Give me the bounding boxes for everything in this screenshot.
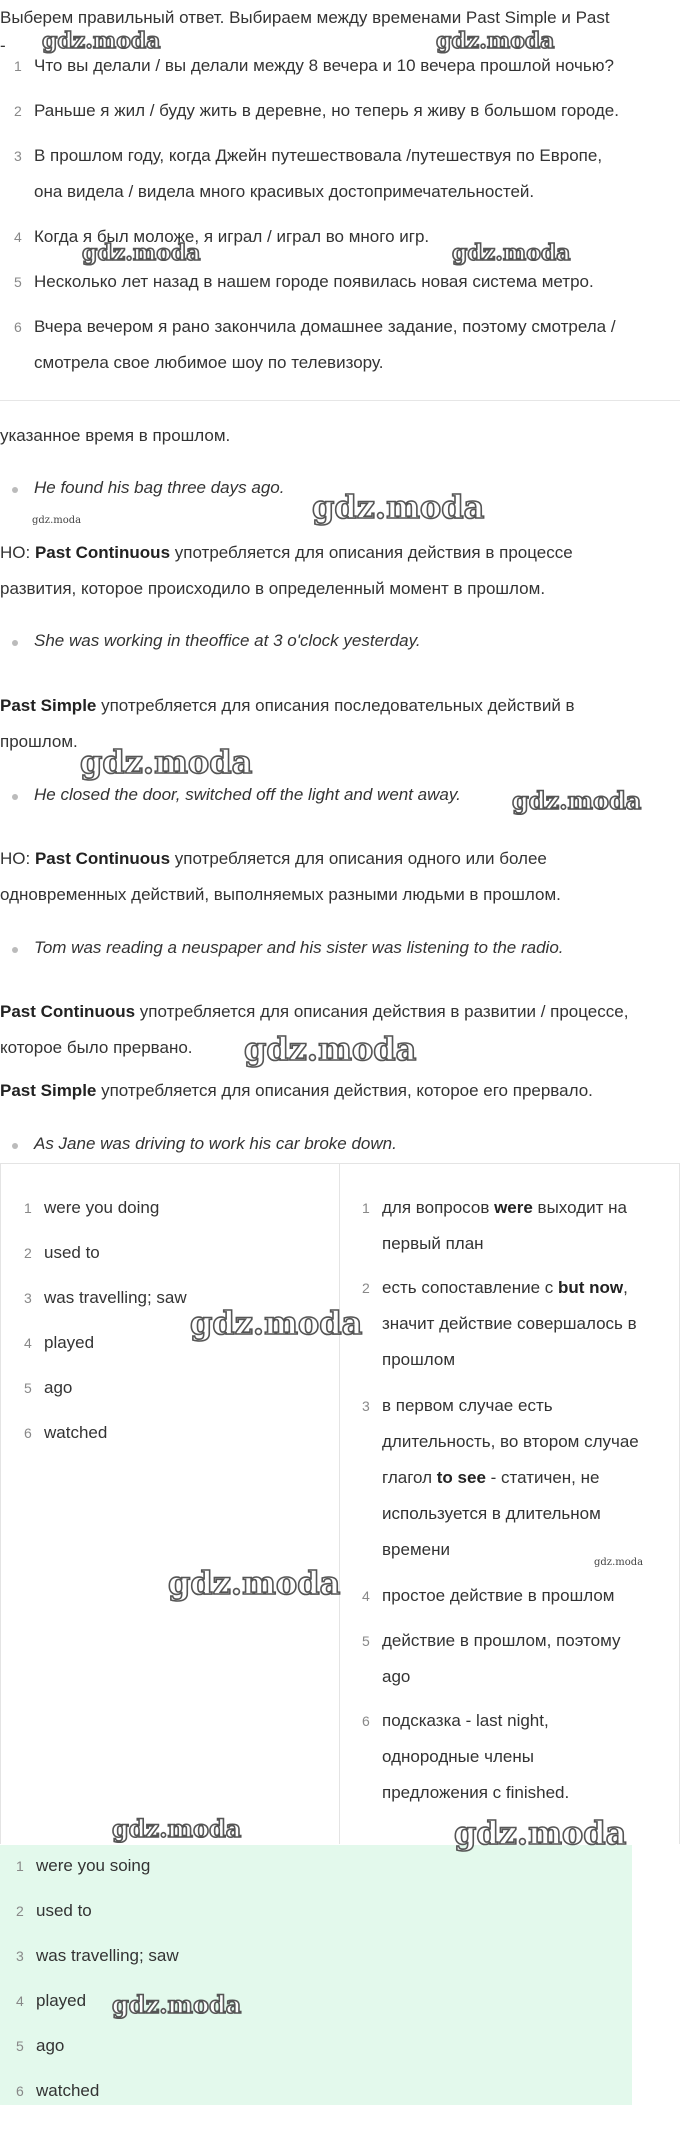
- watermark: gdz.moda: [452, 240, 571, 266]
- watermark: gdz.moda: [32, 515, 82, 526]
- question-text: Раньше я жил / буду жить в деревне, но теперь я живу в большом городе.: [34, 101, 619, 120]
- question-text-line2: смотрела свое любимое шоу по телевизору.: [34, 353, 384, 372]
- question-text: Когда я был моложе, я играл / играл во много игр.: [34, 227, 430, 246]
- explanation-text: первый план: [382, 1234, 484, 1253]
- explanation-text: прошлом: [382, 1350, 456, 1369]
- watermark: gdz.moda: [244, 1030, 417, 1068]
- bullet: [12, 794, 18, 800]
- answer-number: 6: [362, 1713, 370, 1729]
- question-number: 4: [14, 229, 22, 245]
- bullet: [12, 947, 18, 953]
- watermark: gdz.moda: [190, 1304, 363, 1342]
- example-text: Tom was reading a neuspaper and his sister was listening to the radio.: [34, 938, 564, 957]
- theory-text: одновременных действий, выполняемых разными людьми в прошлом.: [0, 885, 561, 904]
- theory-text: развития, которое происходило в определенный момент в прошлом.: [0, 579, 546, 598]
- watermark: gdz.moda: [454, 1814, 627, 1852]
- answer-text: was travelling; saw: [36, 1946, 179, 1965]
- answer-text: ago: [44, 1378, 73, 1397]
- theory-text: НО: Past Continuous употребляется для описания одного или более: [0, 849, 547, 868]
- explanation-text: глагол to see - статичен, не: [382, 1468, 600, 1487]
- explanation-text: времени: [382, 1540, 450, 1559]
- theory-text: НО: Past Continuous употребляется для описания действия в процессе: [0, 543, 573, 562]
- explanation-text: подсказка - last night,: [382, 1711, 549, 1730]
- answer-number: 5: [16, 2038, 24, 2054]
- answer-number: 1: [16, 1858, 24, 1874]
- explanation-text: используется в длительном: [382, 1504, 601, 1523]
- explanation-text: действие в прошлом, поэтому: [382, 1631, 621, 1650]
- explanation-text: есть сопоставление с but now,: [382, 1278, 628, 1297]
- answer-text: watched: [36, 2081, 100, 2100]
- answer-text: used to: [44, 1243, 100, 1262]
- explanation-text: в первом случае есть: [382, 1396, 553, 1415]
- answer-number: 2: [16, 1903, 24, 1919]
- explanation-text: значит действие совершалось в: [382, 1314, 637, 1333]
- question-number: 5: [14, 274, 22, 290]
- table-column-divider: [339, 1164, 340, 1844]
- watermark: gdz.moda: [436, 28, 555, 54]
- answer-number: 1: [362, 1200, 370, 1216]
- watermark: gdz.moda: [82, 240, 201, 266]
- question-number: 2: [14, 103, 22, 119]
- watermark: gdz.moda: [512, 786, 642, 815]
- theory-text: указанное время в прошлом.: [0, 426, 231, 445]
- question-text-line2: она видела / видела много красивых достопримечательностей.: [34, 182, 535, 201]
- question-text: Что вы делали / вы делали между 8 вечера и 10 вечера прошлой ночью?: [34, 56, 614, 75]
- question-number: 6: [14, 319, 22, 335]
- bullet: [12, 1143, 18, 1149]
- watermark: gdz.moda: [594, 1557, 644, 1568]
- answer-text: was travelling; saw: [44, 1288, 187, 1307]
- watermark: gdz.moda: [112, 1990, 242, 2019]
- watermark: gdz.moda: [42, 28, 161, 54]
- answer-number: 1: [24, 1200, 32, 1216]
- question-text: Вчера вечером я рано закончила домашнее задание, поэтому смотрела /: [34, 317, 616, 336]
- theory-text: Past Continuous употребляется для описания действия в развитии / процессе,: [0, 1002, 629, 1021]
- explanation-text: длительность, во втором случае: [382, 1432, 639, 1451]
- watermark: gdz.moda: [312, 488, 485, 526]
- answer-number: 6: [24, 1425, 32, 1441]
- theory-text: прошлом.: [0, 732, 78, 751]
- section-divider: [0, 400, 680, 401]
- theory-text: Past Simple употребляется для описания действия, которое его прервало.: [0, 1081, 593, 1100]
- answer-text: played: [44, 1333, 95, 1352]
- question-text: В прошлом году, когда Джейн путешествовала /путешествуя по Европе,: [34, 146, 603, 165]
- final-answers-block: [0, 1845, 632, 2105]
- example-text: He found his bag three days ago.: [34, 478, 285, 497]
- question-text: Несколько лет назад в нашем городе появилась новая система метро.: [34, 272, 594, 291]
- answer-number: 5: [362, 1633, 370, 1649]
- explanation-text: простое действие в прошлом: [382, 1586, 615, 1605]
- example-text: He closed the door, switched off the light and went away.: [34, 785, 461, 804]
- answer-text: ago: [36, 2036, 65, 2055]
- example-text: As Jane was driving to work his car broke down.: [34, 1134, 397, 1153]
- answer-number: 3: [16, 1948, 24, 1964]
- question-number: 1: [14, 58, 22, 74]
- answer-text: watched: [44, 1423, 108, 1442]
- answer-text: were you doing: [44, 1198, 160, 1217]
- watermark: gdz.moda: [80, 743, 253, 781]
- answer-number: 5: [24, 1380, 32, 1396]
- answer-text: were you soing: [36, 1856, 151, 1875]
- explanation-text: ago: [382, 1667, 411, 1686]
- answer-number: 4: [24, 1335, 32, 1351]
- bullet: [12, 640, 18, 646]
- answer-number: 3: [24, 1290, 32, 1306]
- theory-text: Past Simple употребляется для описания последовательных действий в: [0, 696, 575, 715]
- answer-number: 3: [362, 1398, 370, 1414]
- bullet: [12, 487, 18, 493]
- answer-number: 2: [362, 1280, 370, 1296]
- explanation-text: для вопросов were выходит на: [382, 1198, 627, 1217]
- question-number: 3: [14, 148, 22, 164]
- answer-text: played: [36, 1991, 87, 2010]
- answer-number: 4: [16, 1993, 24, 2009]
- theory-text: которое было прервано.: [0, 1038, 193, 1057]
- answer-number: 4: [362, 1588, 370, 1604]
- example-text: She was working in theoffice at 3 o'clock yesterday.: [34, 631, 421, 650]
- intro-cut-text: -: [0, 36, 6, 55]
- answer-number: 6: [16, 2083, 24, 2099]
- answer-number: 2: [24, 1245, 32, 1261]
- explanation-text: предложения с finished.: [382, 1783, 570, 1802]
- answer-text: used to: [36, 1901, 92, 1920]
- explanation-text: однородные члены: [382, 1747, 534, 1766]
- watermark: gdz.moda: [112, 1814, 242, 1843]
- intro-text: Выберем правильный ответ. Выбираем между временами Past Simple и Past: [0, 8, 610, 27]
- watermark: gdz.moda: [168, 1564, 341, 1602]
